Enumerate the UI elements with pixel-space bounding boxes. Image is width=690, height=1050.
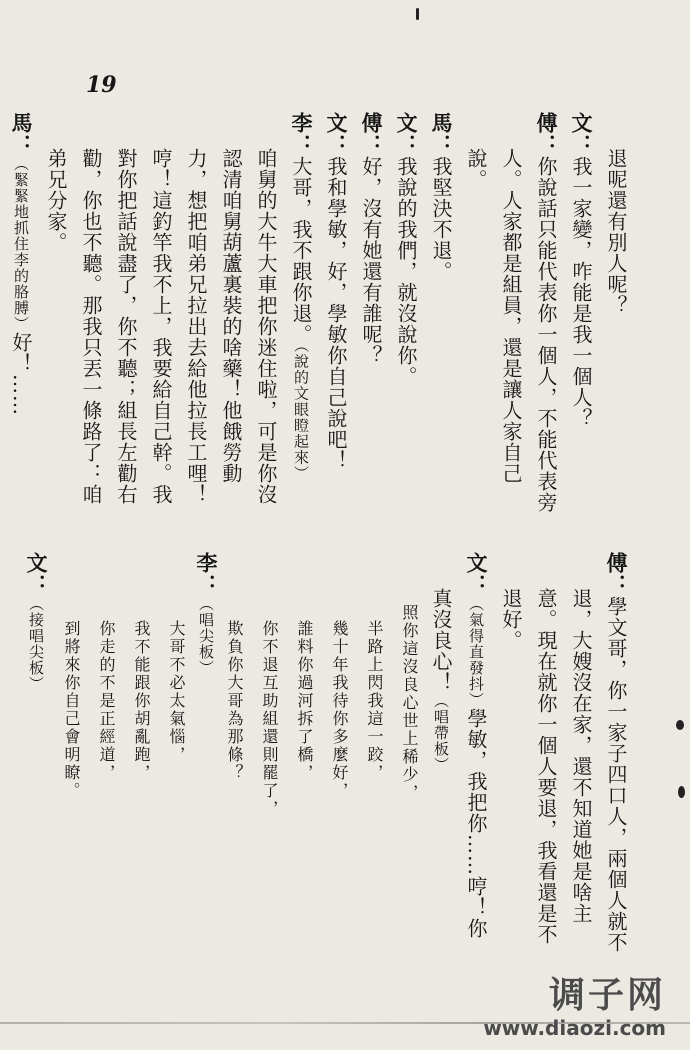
speaker-label: 李： [289, 112, 314, 156]
verse-line: 幾十年我待你多麼好， [330, 620, 349, 800]
scan-speck [676, 720, 684, 730]
verse-line: 照你這沒良心世上稀少， [400, 604, 419, 802]
text-column: 文：我一家變，咋能是我一個人？ [569, 112, 594, 429]
verse-line: 你走的不是正經道， [97, 620, 116, 782]
watermark [483, 976, 666, 1040]
speaker-label: 馬： [429, 112, 454, 156]
text-column: 傅：學文哥，你一家子四口人，兩個人就不 [604, 552, 629, 953]
stage-direction: （唱帶板） [432, 693, 450, 773]
text-column: 說。 [464, 148, 488, 190]
stage-direction: （接唱尖板） [27, 596, 45, 692]
stage-direction: （說的文眼瞪起來） [292, 345, 310, 482]
text-column [191, 552, 221, 676]
verse-line: 半路上閃我這一跤， [365, 620, 384, 782]
text-column: 咱舅的大牛大車把你迷住啦，可是你沒 [254, 148, 278, 505]
speaker-label: 傅： [534, 112, 559, 156]
watermark-url: www.diaozi.com [483, 1016, 666, 1040]
text-column: 意。現在就你一個人要退，我看還是不 [534, 588, 558, 945]
text-column: 力，想把咱弟兄拉出去給他拉長工哩！ [184, 148, 208, 505]
text-column: 文：我和學敏，好，學敏你自己說吧！ [324, 112, 349, 471]
text-column: 勸，你也不聽。那我只丟一條路了：咱 [79, 148, 103, 505]
stage-direction: （氣得直發抖） [467, 596, 485, 708]
verse-line: 我不能跟你胡亂跑， [132, 620, 151, 782]
stage-direction: （緊緊地抓住李的胳膊） [12, 156, 30, 332]
text-column: 哼！這釣竿我不上，我要給自己幹。我 [149, 148, 173, 505]
scan-speck [416, 8, 419, 20]
text-column: 傅：你說話只能代表你一個人，不能代表旁 [534, 112, 559, 513]
text-column: 真沒良心！（唱帶板） [429, 588, 453, 773]
scan-speck [678, 786, 685, 798]
text-column: 馬：（緊緊地抓住李的胳膊）好！…… [9, 112, 34, 416]
speaker-label: 文： [24, 552, 49, 596]
text-column: 文：我說的我們，就沒說你。 [394, 112, 419, 387]
text-column: 文：（氣得直發抖）學敏，我把你……哼！你 [464, 552, 489, 939]
verse-line: 到將來你自己會明瞭。 [62, 620, 81, 800]
stage-direction: （唱尖板） [197, 596, 215, 676]
text-column: 傅：好，沒有她還有誰呢？ [359, 112, 384, 366]
speaker-label: 傅： [359, 112, 384, 156]
text-column: 退好。 [499, 588, 523, 651]
speaker-label: 傅： [604, 552, 629, 596]
text-column: 李：大哥，我不跟你退。（說的文眼瞪起來） [289, 112, 314, 482]
text-column: 退呢還有別人呢？ [604, 148, 628, 316]
text-column [21, 552, 51, 692]
text-column: 人。人家都是組員，還是讓人家自己 [499, 148, 523, 484]
speaker-label: 馬： [9, 112, 34, 156]
speaker-label: 文： [464, 552, 489, 596]
verse-line: 誰料你過河拆了橋， [295, 620, 314, 782]
text-column: 退，大嫂沒在家，還不知道她是啥主 [569, 588, 593, 924]
text-column: 馬：我堅決不退。 [429, 112, 454, 282]
verse-line: 你不退互助組還則罷了， [260, 620, 279, 818]
watermark-name: 调子网 [548, 975, 666, 1016]
page-number: 19 [86, 72, 117, 98]
speaker-label: 文： [569, 112, 594, 156]
text-column: 對你把話說盡了，你不聽；組長左勸右 [114, 148, 138, 505]
speaker-label: 文： [324, 112, 349, 156]
verse-line: 大哥不必太氣惱， [167, 620, 186, 764]
text-column: 認清咱舅葫蘆裏裝的啥藥！他餓勞動 [219, 148, 243, 484]
speaker-label: 李： [194, 552, 219, 596]
text-column: 弟兄分家。 [44, 148, 68, 253]
verse-line: 欺負你大哥為那條？ [225, 620, 244, 782]
speaker-label: 文： [394, 112, 419, 156]
